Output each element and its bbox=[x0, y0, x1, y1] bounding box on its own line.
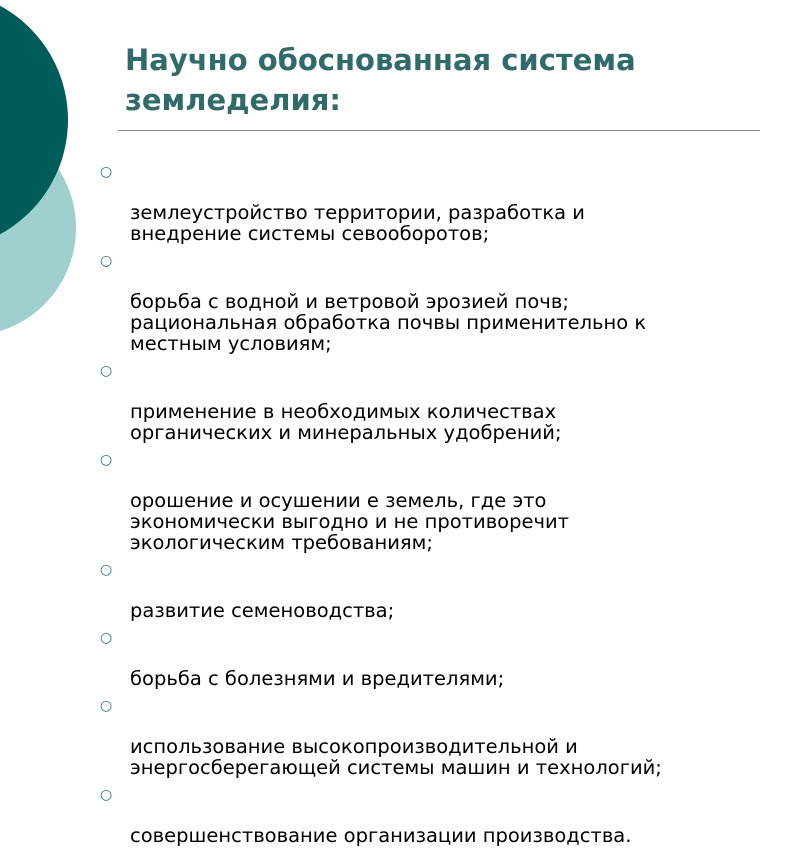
title-divider bbox=[118, 130, 760, 131]
list-item bbox=[100, 558, 790, 621]
bullet-text: развитие семеноводства; bbox=[130, 599, 395, 622]
bullet-text: совершенствование организации производства. bbox=[130, 824, 632, 847]
bullet-text: применение в необходимых количествах органических и минеральных удобрений; bbox=[130, 400, 562, 444]
bullet-circle-icon: ○ bbox=[100, 164, 113, 180]
list-item bbox=[100, 249, 790, 354]
bullet-text: землеустройство территории, разработка и внедрение системы севооборотов; bbox=[130, 201, 585, 245]
bullet-circle-icon: ○ bbox=[100, 698, 113, 714]
bullet-circle-icon: ○ bbox=[100, 363, 113, 379]
list-item bbox=[100, 783, 790, 846]
bullet-text: борьба с водной и ветровой эрозией почв; рациональная обработка почвы применительно к местным условиям; bbox=[130, 290, 647, 355]
slide-title: Научно обоснованная система земледелия: bbox=[125, 43, 636, 117]
bullet-circle-icon: ○ bbox=[100, 630, 113, 646]
list-item bbox=[100, 448, 790, 553]
bullet-text: использование высокопроизводительной и энергосберегающей системы машин и технологий; bbox=[130, 735, 662, 779]
bullet-circle-icon: ○ bbox=[100, 562, 113, 578]
bullet-circle-icon: ○ bbox=[100, 787, 113, 803]
list-item bbox=[100, 626, 790, 689]
list-item bbox=[100, 160, 790, 244]
list-item bbox=[100, 694, 790, 778]
list-item bbox=[100, 359, 790, 443]
bullet-circle-icon: ○ bbox=[100, 452, 113, 468]
bullet-text: борьба с болезнями и вредителями; bbox=[130, 667, 505, 690]
bullet-list bbox=[100, 160, 790, 851]
bullet-text: орошение и осушении е земель, где это экономически выгодно и не противоречит экологическим требованиям; bbox=[130, 489, 570, 554]
bullet-circle-icon: ○ bbox=[100, 253, 113, 269]
